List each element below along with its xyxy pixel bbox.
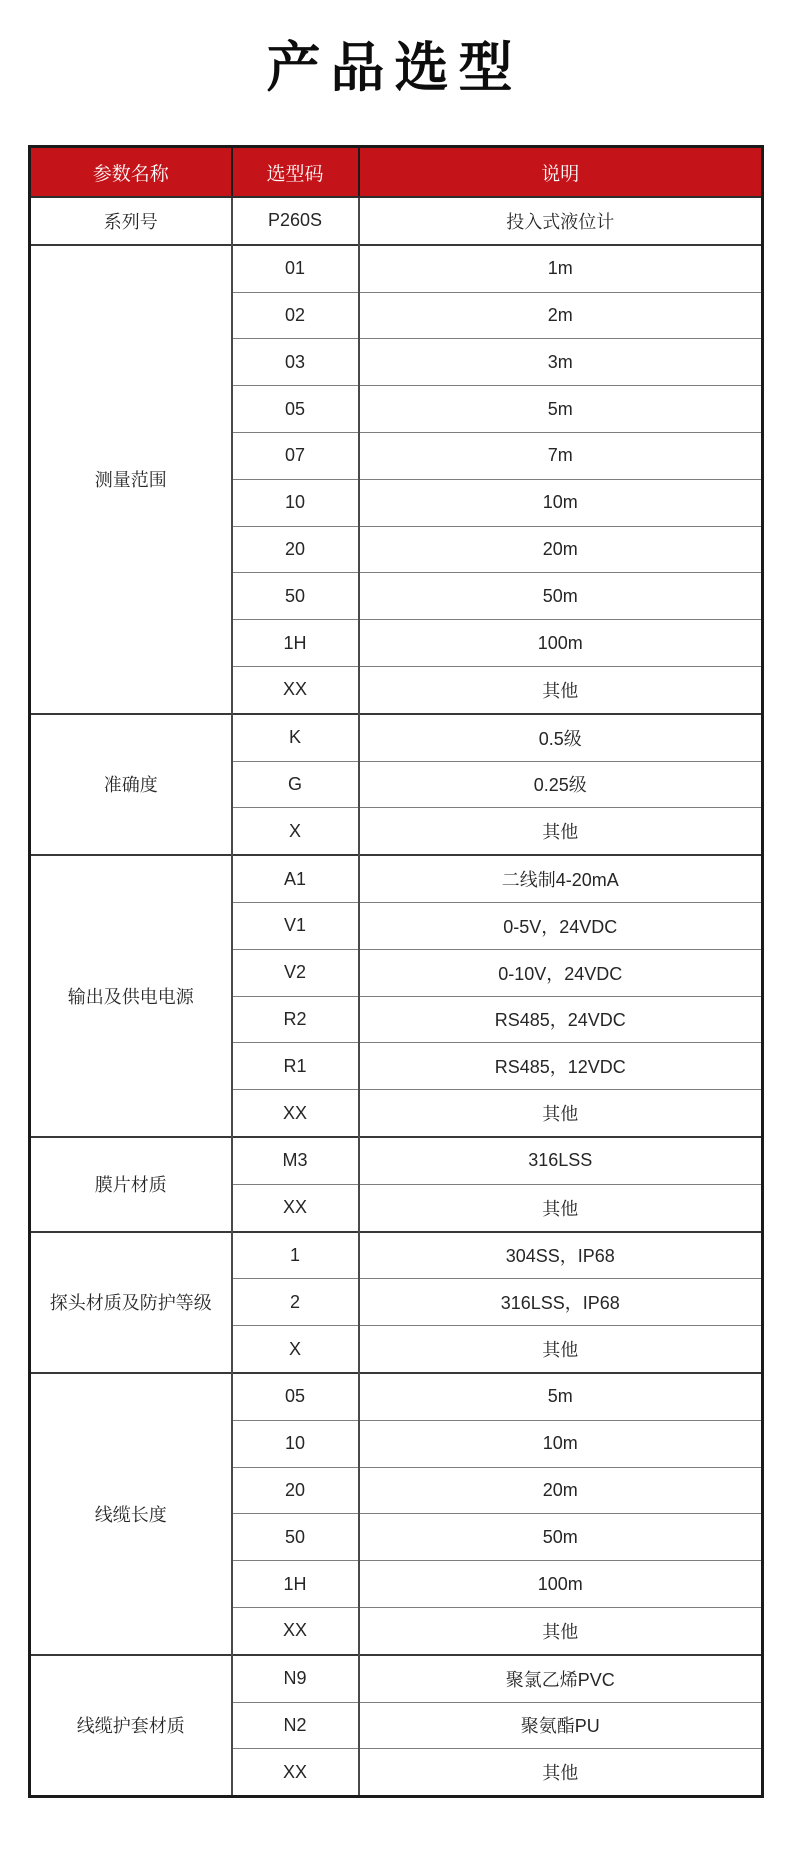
code-cell: 05 [232, 386, 359, 433]
description-cell: 50m [359, 1514, 763, 1561]
description-cell: 其他 [359, 808, 763, 855]
description-cell: 其他 [359, 1184, 763, 1231]
description-cell: 其他 [359, 1090, 763, 1137]
description-cell: 20m [359, 526, 763, 573]
code-cell: XX [232, 1749, 359, 1797]
description-cell: 1m [359, 245, 763, 292]
code-cell: XX [232, 1184, 359, 1231]
description-cell: 5m [359, 386, 763, 433]
code-cell: N9 [232, 1655, 359, 1702]
code-cell: 07 [232, 432, 359, 479]
table-row [30, 714, 763, 761]
description-cell: 其他 [359, 1607, 763, 1654]
product-selection-table [28, 145, 764, 1798]
table-row [30, 855, 763, 902]
param-name-cell: 测量范围 [30, 245, 232, 714]
description-cell: 10m [359, 479, 763, 526]
page-title: 产品选型 [266, 38, 523, 98]
code-cell: 50 [232, 573, 359, 620]
param-name-cell: 准确度 [30, 714, 232, 855]
description-cell: 316LSS [359, 1137, 763, 1184]
description-cell: 0-5V，24VDC [359, 902, 763, 949]
code-cell: XX [232, 1607, 359, 1654]
code-cell: XX [232, 666, 359, 713]
description-cell: 3m [359, 339, 763, 386]
code-cell: 10 [232, 479, 359, 526]
code-cell: R1 [232, 1043, 359, 1090]
code-cell: 03 [232, 339, 359, 386]
table-row [30, 1373, 763, 1420]
code-cell: R2 [232, 996, 359, 1043]
table-header [30, 147, 763, 198]
code-cell: G [232, 761, 359, 808]
description-cell: 其他 [359, 666, 763, 713]
description-cell: 其他 [359, 1749, 763, 1797]
description-cell: 304SS，IP68 [359, 1232, 763, 1279]
param-name-cell: 系列号 [30, 197, 232, 245]
table-body [30, 197, 763, 1797]
code-cell: 1 [232, 1232, 359, 1279]
code-cell: 10 [232, 1420, 359, 1467]
description-cell: RS485，24VDC [359, 996, 763, 1043]
code-cell: N2 [232, 1702, 359, 1749]
description-cell: 聚氯乙烯PVC [359, 1655, 763, 1702]
description-cell: 316LSS，IP68 [359, 1279, 763, 1326]
code-cell: V2 [232, 949, 359, 996]
code-cell: 50 [232, 1514, 359, 1561]
description-cell: 投入式液位计 [359, 197, 763, 245]
code-cell: X [232, 808, 359, 855]
header-code: 选型码 [232, 147, 359, 198]
table-row [30, 1137, 763, 1184]
param-name-cell: 输出及供电电源 [30, 855, 232, 1137]
param-name-cell: 膜片材质 [30, 1137, 232, 1232]
table-row [30, 1232, 763, 1279]
header-description: 说明 [359, 147, 763, 198]
code-cell: 2 [232, 1279, 359, 1326]
description-cell: 2m [359, 292, 763, 339]
code-cell: 02 [232, 292, 359, 339]
code-cell: P260S [232, 197, 359, 245]
description-cell: 20m [359, 1467, 763, 1514]
header-row [30, 147, 763, 198]
description-cell: 0.5级 [359, 714, 763, 761]
description-cell: 0.25级 [359, 761, 763, 808]
description-cell: 100m [359, 1561, 763, 1608]
code-cell: X [232, 1326, 359, 1373]
code-cell: V1 [232, 902, 359, 949]
description-cell: 100m [359, 620, 763, 667]
header-param-name: 参数名称 [30, 147, 232, 198]
table-row [30, 197, 763, 245]
code-cell: 05 [232, 1373, 359, 1420]
code-cell: M3 [232, 1137, 359, 1184]
code-cell: 1H [232, 620, 359, 667]
description-cell: 二线制4-20mA [359, 855, 763, 902]
param-name-cell: 线缆长度 [30, 1373, 232, 1655]
param-name-cell: 探头材质及防护等级 [30, 1232, 232, 1373]
code-cell: XX [232, 1090, 359, 1137]
code-cell: A1 [232, 855, 359, 902]
description-cell: 聚氨酯PU [359, 1702, 763, 1749]
code-cell: 01 [232, 245, 359, 292]
description-cell: 10m [359, 1420, 763, 1467]
description-cell: 其他 [359, 1326, 763, 1373]
description-cell: 50m [359, 573, 763, 620]
code-cell: 1H [232, 1561, 359, 1608]
table-row [30, 1655, 763, 1702]
code-cell: K [232, 714, 359, 761]
param-name-cell: 线缆护套材质 [30, 1655, 232, 1797]
code-cell: 20 [232, 526, 359, 573]
description-cell: 5m [359, 1373, 763, 1420]
description-cell: 0-10V，24VDC [359, 949, 763, 996]
table-row [30, 245, 763, 292]
description-cell: RS485，12VDC [359, 1043, 763, 1090]
code-cell: 20 [232, 1467, 359, 1514]
description-cell: 7m [359, 432, 763, 479]
